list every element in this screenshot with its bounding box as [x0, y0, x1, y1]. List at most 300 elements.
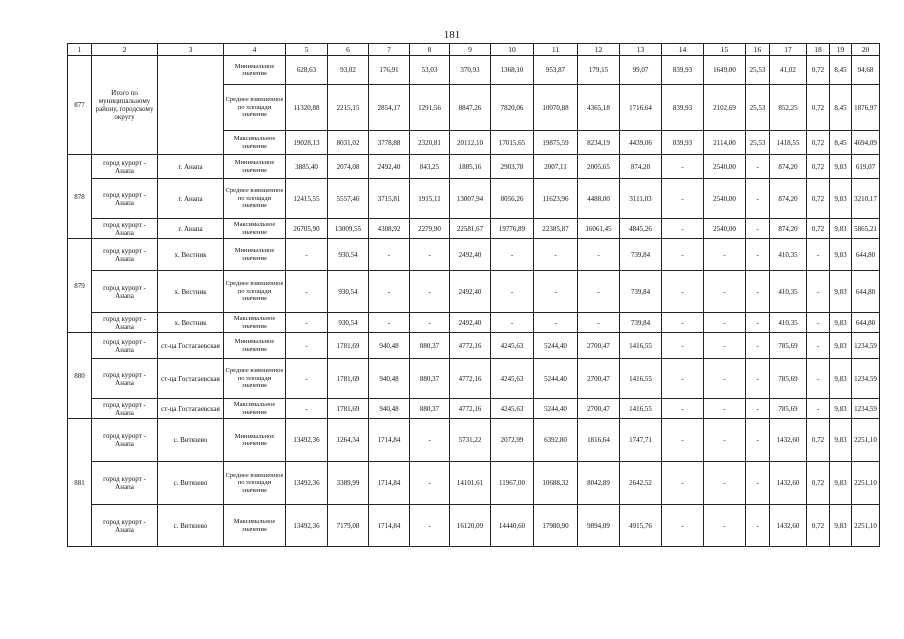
value-cell: 1416,55	[620, 333, 662, 359]
value-cell: 9,83	[830, 399, 852, 419]
value-cell: 4845,26	[620, 219, 662, 239]
value-cell: 14101,61	[450, 462, 491, 505]
value-cell: 930,54	[328, 313, 369, 333]
value-cell: 11623,96	[534, 179, 578, 219]
value-cell: 10070,88	[534, 85, 578, 131]
table-row	[68, 505, 880, 547]
value-cell: -	[704, 399, 746, 419]
value-cell: 843,25	[410, 155, 450, 179]
value-cell: -	[491, 271, 534, 313]
value-cell: 3210,17	[852, 179, 880, 219]
value-cell: 5557,46	[328, 179, 369, 219]
district-name: город курорт - Анапа	[92, 179, 158, 219]
value-cell: 8234,19	[578, 131, 620, 155]
value-cell: 874,20	[620, 155, 662, 179]
row-id: 881	[68, 419, 92, 547]
value-cell: 4772,16	[450, 399, 491, 419]
value-type: Максимальное значение	[224, 219, 286, 239]
value-cell: 3111,03	[620, 179, 662, 219]
value-cell: 9,83	[830, 155, 852, 179]
value-cell: 874,20	[770, 155, 807, 179]
value-type: Среднее взвешенное по площади значение	[224, 85, 286, 131]
value-cell: 4772,16	[450, 359, 491, 399]
value-cell: 1432,60	[770, 462, 807, 505]
value-cell: -	[807, 399, 830, 419]
value-cell: 12415,55	[286, 179, 328, 219]
value-type: Минимальное значение	[224, 333, 286, 359]
value-cell: 940,48	[369, 333, 410, 359]
table-row	[68, 219, 880, 239]
value-cell: -	[662, 419, 704, 462]
value-cell: -	[534, 239, 578, 271]
value-cell: 2251,10	[852, 505, 880, 547]
value-cell: 874,20	[770, 219, 807, 239]
value-cell: -	[807, 333, 830, 359]
value-cell: 1716,64	[620, 85, 662, 131]
value-cell: 4308,92	[369, 219, 410, 239]
value-cell: 2320,81	[410, 131, 450, 155]
value-cell: 2005,65	[578, 155, 620, 179]
value-cell: -	[746, 313, 770, 333]
column-number: 5	[286, 44, 328, 56]
value-cell: 1649,00	[704, 56, 746, 85]
value-cell: 13492,36	[286, 462, 328, 505]
settlement-name: г. Анапа	[158, 179, 224, 219]
district-name: город курорт - Анапа	[92, 155, 158, 179]
value-cell: -	[704, 505, 746, 547]
value-cell: -	[746, 333, 770, 359]
value-cell: -	[704, 462, 746, 505]
value-cell: -	[746, 419, 770, 462]
value-cell: 1234,59	[852, 359, 880, 399]
value-cell: -	[746, 155, 770, 179]
value-cell: 1816,64	[578, 419, 620, 462]
column-number: 3	[158, 44, 224, 56]
district-name: город курорт - Анапа	[92, 239, 158, 271]
value-cell: -	[746, 462, 770, 505]
value-cell: -	[662, 399, 704, 419]
table-row	[68, 333, 880, 359]
value-cell: -	[807, 239, 830, 271]
value-cell: 1747,71	[620, 419, 662, 462]
value-cell: 1234,59	[852, 399, 880, 419]
value-cell: 410,35	[770, 271, 807, 313]
value-cell: 99,07	[620, 56, 662, 85]
value-cell: 3715,81	[369, 179, 410, 219]
value-cell: 2251,10	[852, 419, 880, 462]
value-cell: -	[746, 179, 770, 219]
table-row	[68, 313, 880, 333]
value-cell: -	[662, 505, 704, 547]
value-cell: 0,72	[807, 56, 830, 85]
value-cell: 8056,26	[491, 179, 534, 219]
value-type: Максимальное значение	[224, 313, 286, 333]
value-cell: 1264,34	[328, 419, 369, 462]
value-cell: -	[746, 239, 770, 271]
column-number: 8	[410, 44, 450, 56]
column-number: 9	[450, 44, 491, 56]
settlement-name: г. Анапа	[158, 155, 224, 179]
settlement-name: ст-ца Гостагаевская	[158, 399, 224, 419]
district-name: город курорт - Анапа	[92, 313, 158, 333]
column-number: 13	[620, 44, 662, 56]
value-cell: -	[704, 333, 746, 359]
value-cell: -	[662, 462, 704, 505]
value-cell: 370,93	[450, 56, 491, 85]
value-cell: 13492,36	[286, 419, 328, 462]
value-cell: 940,48	[369, 359, 410, 399]
value-cell: 1432,60	[770, 505, 807, 547]
district-name: город курорт - Анапа	[92, 399, 158, 419]
value-cell: 2279,90	[410, 219, 450, 239]
district-name: город курорт - Анапа	[92, 359, 158, 399]
value-cell: 785,69	[770, 359, 807, 399]
value-cell: -	[704, 239, 746, 271]
settlement-name: ст-ца Гостагаевская	[158, 333, 224, 359]
value-type: Максимальное значение	[224, 399, 286, 419]
column-number: 4	[224, 44, 286, 56]
value-cell: 953,87	[534, 56, 578, 85]
value-cell: 93,02	[328, 56, 369, 85]
district-name: город курорт - Анапа	[92, 219, 158, 239]
value-cell: 1432,60	[770, 419, 807, 462]
value-cell: 1291,56	[410, 85, 450, 131]
value-cell: 1714,84	[369, 505, 410, 547]
value-cell: -	[704, 419, 746, 462]
value-cell: 1781,69	[328, 399, 369, 419]
value-cell: -	[410, 271, 450, 313]
value-cell: 739,84	[620, 313, 662, 333]
value-cell: -	[662, 155, 704, 179]
value-cell: 1876,97	[852, 85, 880, 131]
column-number: 15	[704, 44, 746, 56]
value-cell: 644,80	[852, 239, 880, 271]
value-cell: 739,84	[620, 239, 662, 271]
column-number: 20	[852, 44, 880, 56]
value-cell: 8042,89	[578, 462, 620, 505]
value-cell: 0,72	[807, 131, 830, 155]
value-cell: 628,63	[286, 56, 328, 85]
row-id: 880	[68, 333, 92, 419]
district-name: Итого по муниципальному району, городскому округу	[92, 56, 158, 155]
table-row	[68, 271, 880, 313]
district-name: город курорт - Анапа	[92, 419, 158, 462]
cadastral-value-table	[67, 43, 880, 547]
settlement-name: г. Анапа	[158, 219, 224, 239]
value-cell: 2492,40	[450, 313, 491, 333]
value-cell: -	[286, 333, 328, 359]
value-cell: 2700,47	[578, 333, 620, 359]
value-cell: 880,37	[410, 399, 450, 419]
value-cell: 4245,63	[491, 359, 534, 399]
value-cell: 7179,08	[328, 505, 369, 547]
column-number: 17	[770, 44, 807, 56]
value-cell: -	[807, 271, 830, 313]
value-cell: 2700,47	[578, 399, 620, 419]
value-cell: 22385,87	[534, 219, 578, 239]
value-cell: 880,37	[410, 359, 450, 399]
table-row	[68, 239, 880, 271]
value-type: Среднее взвешенное по площади значение	[224, 359, 286, 399]
value-cell: 19028,13	[286, 131, 328, 155]
value-cell: 1714,84	[369, 462, 410, 505]
column-number-row	[68, 44, 880, 56]
value-type: Среднее взвешенное по площади значение	[224, 462, 286, 505]
value-cell: -	[662, 333, 704, 359]
value-cell: -	[704, 271, 746, 313]
value-cell: 2642,52	[620, 462, 662, 505]
value-cell: 9,83	[830, 333, 852, 359]
value-cell: 619,07	[852, 155, 880, 179]
value-cell: 839,93	[662, 131, 704, 155]
value-cell: -	[578, 271, 620, 313]
value-cell: 0,72	[807, 419, 830, 462]
value-cell: 13009,55	[328, 219, 369, 239]
value-cell: -	[410, 313, 450, 333]
value-cell: 3389,99	[328, 462, 369, 505]
value-type: Среднее взвешенное по площади значение	[224, 179, 286, 219]
value-type: Минимальное значение	[224, 419, 286, 462]
value-cell: 16061,45	[578, 219, 620, 239]
value-cell: 9,83	[830, 419, 852, 462]
value-cell: 8,45	[830, 85, 852, 131]
value-type: Минимальное значение	[224, 155, 286, 179]
value-cell: -	[578, 313, 620, 333]
value-cell: 410,35	[770, 239, 807, 271]
value-cell: 2540,00	[704, 219, 746, 239]
value-cell: 19875,59	[534, 131, 578, 155]
value-cell: 179,15	[578, 56, 620, 85]
value-cell: 8,45	[830, 56, 852, 85]
value-cell: 7820,06	[491, 85, 534, 131]
value-cell: 19776,89	[491, 219, 534, 239]
value-cell: -	[807, 313, 830, 333]
value-cell: -	[286, 239, 328, 271]
value-cell: 785,69	[770, 333, 807, 359]
value-cell: 2854,17	[369, 85, 410, 131]
value-cell: 41,02	[770, 56, 807, 85]
value-cell: 4915,76	[620, 505, 662, 547]
value-cell: 2251,10	[852, 462, 880, 505]
value-cell: -	[534, 271, 578, 313]
value-cell: 874,20	[770, 179, 807, 219]
value-cell: 4488,00	[578, 179, 620, 219]
value-cell: -	[807, 359, 830, 399]
value-cell: 1781,69	[328, 359, 369, 399]
value-cell: -	[410, 462, 450, 505]
value-cell: 2007,11	[534, 155, 578, 179]
value-cell: 2492,40	[450, 271, 491, 313]
value-cell: 739,84	[620, 271, 662, 313]
row-id: 877	[68, 56, 92, 155]
value-cell: -	[410, 239, 450, 271]
column-number: 6	[328, 44, 369, 56]
value-cell: -	[491, 313, 534, 333]
value-cell: -	[662, 271, 704, 313]
value-cell: 13007,94	[450, 179, 491, 219]
settlement-name: с. Витязево	[158, 462, 224, 505]
value-cell: 13492,36	[286, 505, 328, 547]
settlement-name: с. Витязево	[158, 505, 224, 547]
column-number: 11	[534, 44, 578, 56]
table-row	[68, 399, 880, 419]
value-cell: 8847,26	[450, 85, 491, 131]
value-cell: 14440,60	[491, 505, 534, 547]
value-cell: 4694,09	[852, 131, 880, 155]
value-cell: -	[286, 359, 328, 399]
value-cell: -	[491, 239, 534, 271]
value-cell: 2700,47	[578, 359, 620, 399]
row-id: 878	[68, 155, 92, 239]
value-cell: 17015,65	[491, 131, 534, 155]
value-cell: -	[662, 179, 704, 219]
value-cell: 9,83	[830, 505, 852, 547]
value-cell: -	[662, 359, 704, 399]
column-number: 16	[746, 44, 770, 56]
value-cell: 1416,55	[620, 359, 662, 399]
value-cell: 6392,80	[534, 419, 578, 462]
value-cell: 9,83	[830, 239, 852, 271]
value-cell: 839,93	[662, 56, 704, 85]
value-cell: 1885,16	[450, 155, 491, 179]
value-cell: 8031,02	[328, 131, 369, 155]
value-cell: 22581,67	[450, 219, 491, 239]
value-cell: 9,83	[830, 271, 852, 313]
district-name: город курорт - Анапа	[92, 333, 158, 359]
value-cell: 0,72	[807, 179, 830, 219]
value-cell: -	[746, 271, 770, 313]
value-cell: 5244,40	[534, 333, 578, 359]
value-cell: -	[578, 239, 620, 271]
value-cell: -	[746, 219, 770, 239]
value-cell: 2215,15	[328, 85, 369, 131]
page-number: 181	[443, 29, 461, 41]
value-cell: 0,72	[807, 85, 830, 131]
value-cell: 11320,88	[286, 85, 328, 131]
value-cell: -	[286, 271, 328, 313]
value-cell: 5244,40	[534, 359, 578, 399]
value-cell: -	[410, 419, 450, 462]
column-number: 10	[491, 44, 534, 56]
value-cell: 1416,55	[620, 399, 662, 419]
value-cell: 26705,90	[286, 219, 328, 239]
value-cell: -	[369, 239, 410, 271]
column-number: 14	[662, 44, 704, 56]
value-cell: 4365,18	[578, 85, 620, 131]
value-type: Максимальное значение	[224, 131, 286, 155]
value-cell: 2102,69	[704, 85, 746, 131]
value-cell: -	[746, 399, 770, 419]
column-number: 19	[830, 44, 852, 56]
table-row	[68, 359, 880, 399]
value-cell: 2903,78	[491, 155, 534, 179]
value-cell: 1781,69	[328, 333, 369, 359]
column-number: 7	[369, 44, 410, 56]
value-cell: 2114,00	[704, 131, 746, 155]
value-cell: 2492,40	[369, 155, 410, 179]
value-cell: 0,72	[807, 505, 830, 547]
value-cell: 852,25	[770, 85, 807, 131]
value-cell: 4772,16	[450, 333, 491, 359]
value-cell: 9,83	[830, 462, 852, 505]
value-type: Минимальное значение	[224, 239, 286, 271]
value-cell: -	[662, 313, 704, 333]
value-cell: 25,53	[746, 85, 770, 131]
value-cell: 3885,40	[286, 155, 328, 179]
value-cell: 3778,88	[369, 131, 410, 155]
value-cell: 2072,99	[491, 419, 534, 462]
value-cell: 25,53	[746, 131, 770, 155]
value-cell: 0,72	[807, 462, 830, 505]
value-cell: 16120,09	[450, 505, 491, 547]
value-cell: 410,35	[770, 313, 807, 333]
value-cell: 1915,11	[410, 179, 450, 219]
table-row	[68, 179, 880, 219]
table-row	[68, 462, 880, 505]
column-number: 18	[807, 44, 830, 56]
value-cell: 930,54	[328, 271, 369, 313]
settlement-name: х. Вестник	[158, 271, 224, 313]
district-name: город курорт - Анапа	[92, 271, 158, 313]
value-cell: 2074,08	[328, 155, 369, 179]
value-cell: 839,93	[662, 85, 704, 131]
value-cell: 9894,09	[578, 505, 620, 547]
value-cell: 5865,21	[852, 219, 880, 239]
value-cell: 176,91	[369, 56, 410, 85]
value-cell: 5244,40	[534, 399, 578, 419]
value-cell: 9,83	[830, 179, 852, 219]
table-row	[68, 56, 880, 85]
value-cell: 4245,63	[491, 333, 534, 359]
value-cell: 5731,22	[450, 419, 491, 462]
value-cell: -	[704, 359, 746, 399]
value-cell: -	[704, 313, 746, 333]
value-cell: 94,68	[852, 56, 880, 85]
value-cell: -	[286, 399, 328, 419]
value-cell: 4245,63	[491, 399, 534, 419]
value-cell: 8,45	[830, 131, 852, 155]
value-cell: 644,80	[852, 271, 880, 313]
value-cell: 9,83	[830, 359, 852, 399]
value-type: Максимальное значение	[224, 505, 286, 547]
value-cell: 10688,32	[534, 462, 578, 505]
value-cell: 11967,00	[491, 462, 534, 505]
table-row	[68, 419, 880, 462]
value-cell: -	[286, 313, 328, 333]
settlement-name	[158, 56, 224, 155]
value-cell: 0,72	[807, 219, 830, 239]
column-number: 12	[578, 44, 620, 56]
value-cell: 20112,10	[450, 131, 491, 155]
value-cell: 2540,00	[704, 179, 746, 219]
settlement-name: х. Вестник	[158, 239, 224, 271]
district-name: город курорт - Анапа	[92, 462, 158, 505]
value-cell: 1234,59	[852, 333, 880, 359]
value-cell: 2540,00	[704, 155, 746, 179]
column-number: 2	[92, 44, 158, 56]
value-cell: -	[369, 271, 410, 313]
value-cell: 25,53	[746, 56, 770, 85]
settlement-name: ст-ца Гостагаевская	[158, 359, 224, 399]
value-cell: 880,37	[410, 333, 450, 359]
settlement-name: х. Вестник	[158, 313, 224, 333]
value-cell: 9,83	[830, 313, 852, 333]
value-cell: 1714,84	[369, 419, 410, 462]
value-cell: 1368,10	[491, 56, 534, 85]
value-type: Минимальное значение	[224, 56, 286, 85]
value-cell: -	[410, 505, 450, 547]
value-cell: 940,48	[369, 399, 410, 419]
